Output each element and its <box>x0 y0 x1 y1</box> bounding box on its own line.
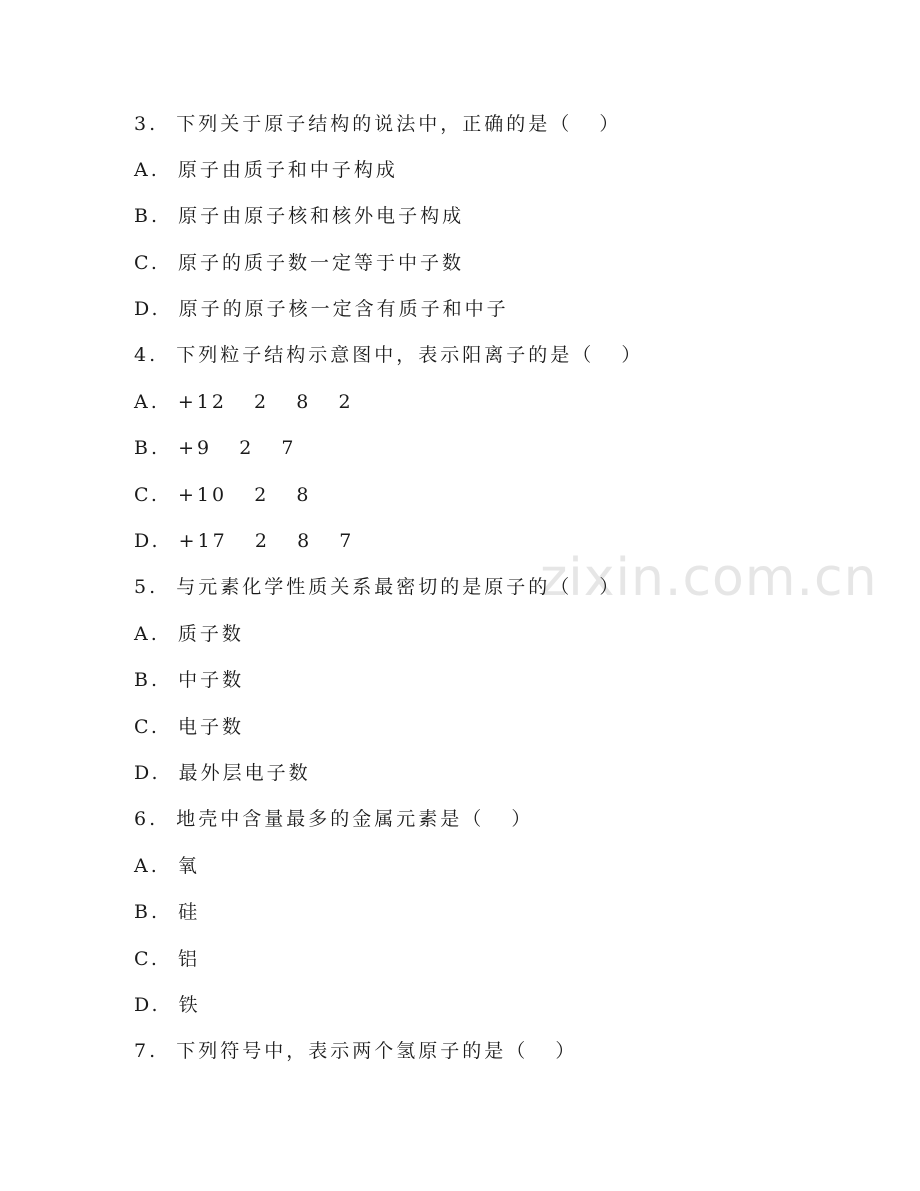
option-5a: A. 质子数 <box>134 623 244 645</box>
option-6b: B. 硅 <box>134 901 201 923</box>
option-4a: A. +12 2 8 2 <box>134 391 354 413</box>
option-4d: D. +17 2 8 7 <box>134 530 355 552</box>
question-5: 5. 与元素化学性质关系最密切的是原子的（ ） <box>134 576 622 598</box>
option-4b: B. +9 2 7 <box>134 437 297 459</box>
question-6: 6. 地壳中含量最多的金属元素是（ ） <box>134 808 534 830</box>
question-7: 7. 下列符号中，表示两个氢原子的是（ ） <box>134 1040 578 1062</box>
option-5b: B. 中子数 <box>134 669 245 691</box>
option-6d: D. 铁 <box>134 994 201 1016</box>
option-6a: A. 氧 <box>134 855 200 877</box>
watermark: zixin.com.cn <box>540 548 878 608</box>
option-6c: C. 铝 <box>134 948 200 970</box>
option-5d: D. 最外层电子数 <box>134 762 311 784</box>
option-3d: D. 原子的原子核一定含有质子和中子 <box>134 298 509 320</box>
question-4: 4. 下列粒子结构示意图中，表示阳离子的是（ ） <box>134 344 644 366</box>
option-3a: A. 原子由质子和中子构成 <box>134 159 398 181</box>
question-3: 3. 下列关于原子结构的说法中，正确的是（ ） <box>134 113 622 135</box>
option-3c: C. 原子的质子数一定等于中子数 <box>134 252 464 274</box>
option-4c: C. +10 2 8 <box>134 484 312 506</box>
option-3b: B. 原子由原子核和核外电子构成 <box>134 205 465 227</box>
option-5c: C. 电子数 <box>134 716 244 738</box>
